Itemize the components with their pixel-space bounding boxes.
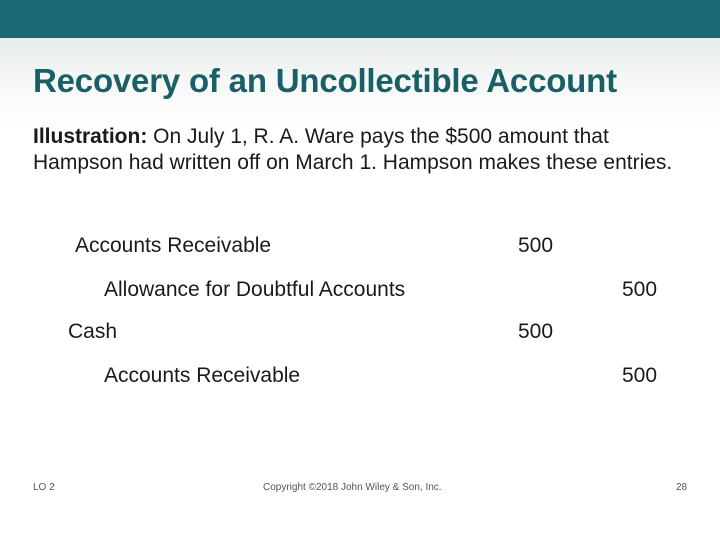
header-bar	[0, 0, 720, 38]
entry-4-account: Accounts Receivable	[104, 364, 301, 387]
footer-page-number: 28	[676, 482, 688, 493]
entry-1-debit: 500	[518, 234, 554, 257]
footer-copyright: Copyright ©2018 John Wiley & Son, Inc.	[263, 482, 442, 493]
footer-learning-objective: LO 2	[33, 482, 55, 493]
entry-2-account: Allowance for Doubtful Accounts	[104, 278, 406, 301]
intro-label: Illustration:	[33, 125, 148, 148]
entry-1-account: Accounts Receivable	[75, 234, 272, 257]
entry-2-credit: 500	[622, 278, 658, 301]
entry-3-account: Cash	[68, 320, 118, 343]
entry-3-debit: 500	[518, 320, 554, 343]
intro-paragraph	[33, 124, 693, 176]
entry-4-credit: 500	[622, 364, 658, 387]
intro-text: On July 1, R. A. Ware pays the $500 amount that Hampson had written off on March 1. Hampson makes these entries.	[33, 125, 673, 174]
slide-title: Recovery of an Uncollectible Account	[33, 62, 617, 99]
